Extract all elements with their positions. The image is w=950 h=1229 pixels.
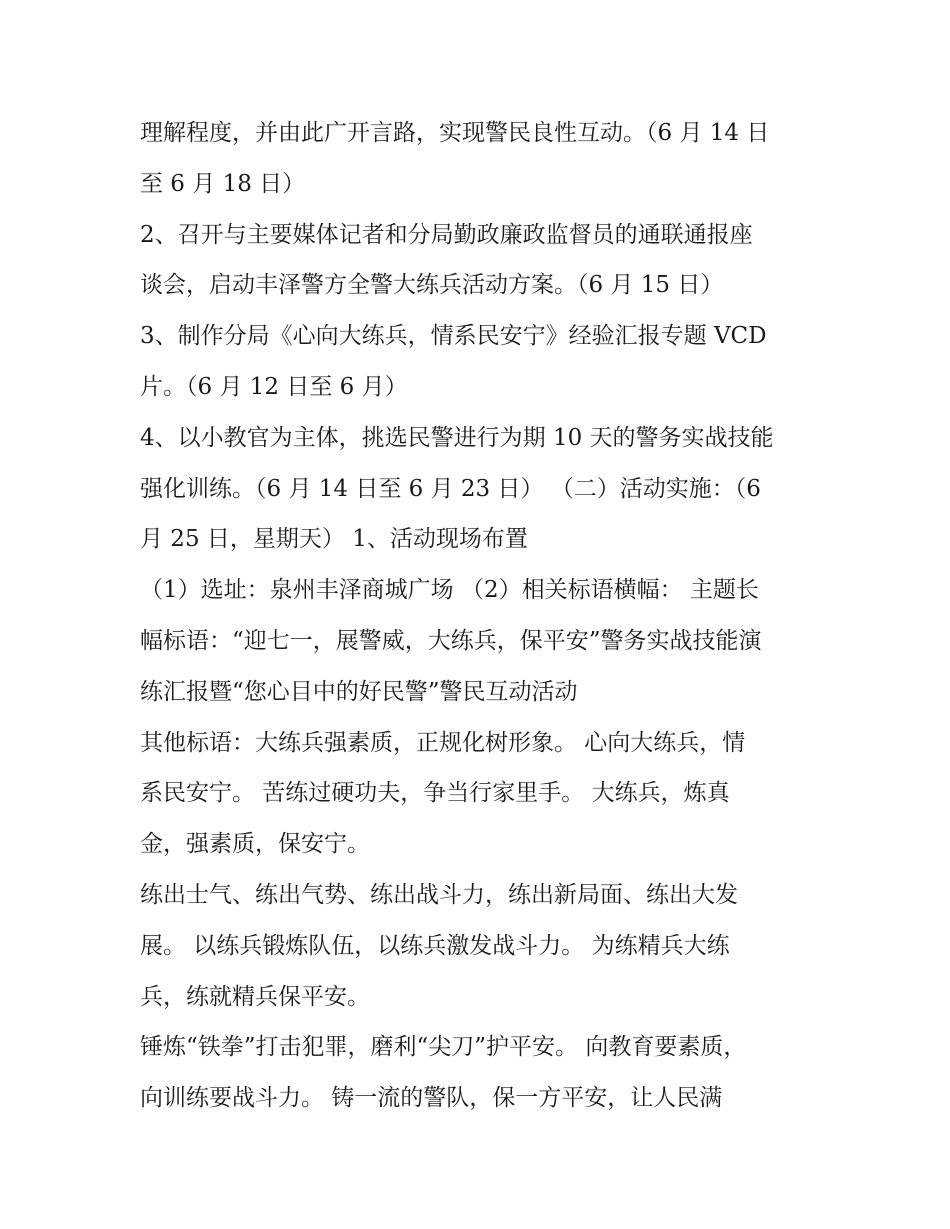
text-line: （1）选址：泉州丰泽商城广场 （2）相关标语横幅： 主题长 [140, 577, 759, 604]
text-line: 2、召开与主要媒体记者和分局勤政廉政监督员的通联通报座 [140, 221, 753, 248]
text-line: 4、以小教官为主体，挑选民警进行为期 10 天的警务实战技能 [140, 424, 774, 451]
text-line: 练汇报暨“您心目中的好民警”警民互动活动 [140, 678, 578, 705]
text-line: 其他标语：大练兵强素质，正规化树形象。 心向大练兵，情 [140, 729, 746, 756]
text-line: 金，强素质，保安宁。 [140, 831, 370, 858]
text-line: 系民安宁。 苦练过硬功夫，争当行家里手。 大练兵，炼真 [140, 780, 730, 807]
text-line: 月 25 日，星期天） 1、活动现场布置 [140, 526, 528, 553]
text-line: 兵，练就精兵保平安。 [140, 983, 370, 1010]
text-line: 向训练要战斗力。 铸一流的警队，保一方平安，让人民满 [140, 1085, 723, 1112]
text-line: 练出士气、练出气势、练出战斗力，练出新局面、练出大发 [140, 881, 738, 908]
text-line: 至 6 月 18 日） [140, 170, 306, 197]
text-line: 展。 以练兵锻炼队伍，以练兵激发战斗力。 为练精兵大练 [140, 932, 730, 959]
text-line: 理解程度，并由此广开言路，实现警民良性互动。（6 月 14 日 [140, 120, 770, 146]
text-line: 片。（6 月 12 日至 6 月） [140, 373, 408, 400]
text-line: 锤炼“铁拳”打击犯罪，磨利“尖刀”护平安。 向教育要素质， [140, 1034, 747, 1061]
text-line: 幅标语：“迎七一，展警威，大练兵，保平安”警务实战技能演 [140, 627, 762, 654]
text-line: 谈会，启动丰泽警方全警大练兵活动方案。（6 月 15 日） [140, 272, 724, 299]
text-line: 3、制作分局《心向大练兵，情系民安宁》经验汇报专题 VCD [140, 323, 767, 350]
body-text [140, 108, 820, 1124]
text-line: 强化训练。（6 月 14 日至 6 月 23 日） （二）活动实施：（6 [140, 475, 761, 502]
